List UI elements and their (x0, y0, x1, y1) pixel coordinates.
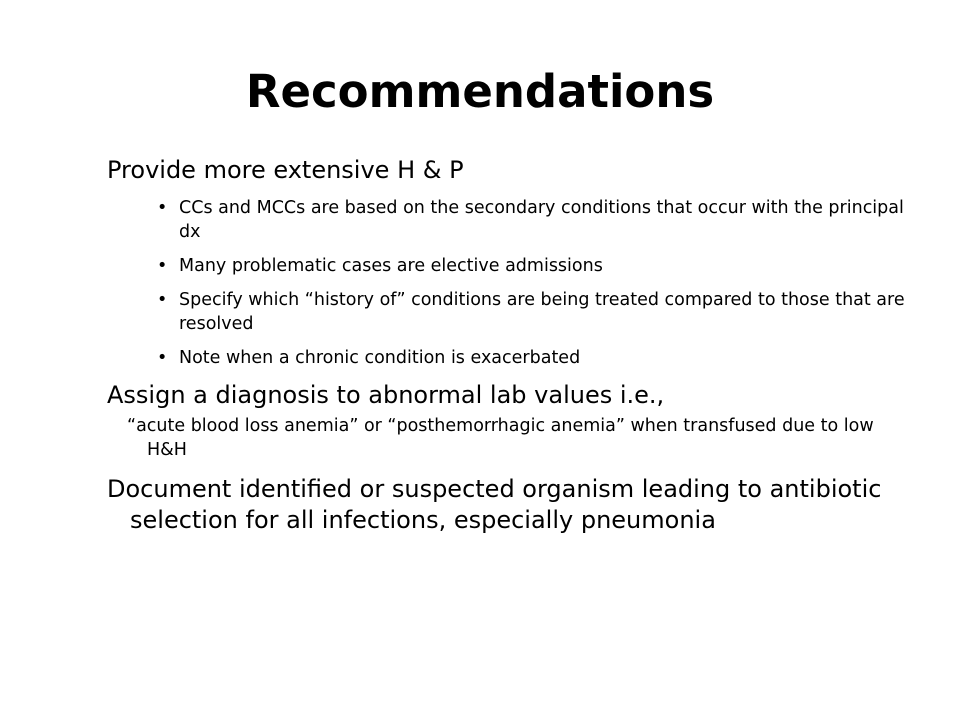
list-item (107, 288, 907, 336)
section-heading-h-and-p: Provide more extensive H & P (107, 156, 464, 184)
bullet-text: Many problematic cases are elective admissions (179, 256, 603, 276)
bullet-icon: • (157, 198, 168, 218)
h-and-p-bullet-list (107, 196, 907, 370)
lab-values-detail: “acute blood loss anemia” or “posthemorrhagic anemia” when transfused due to low H&H (127, 416, 874, 460)
bullet-icon: • (157, 348, 168, 368)
slide-body (107, 155, 907, 536)
slide-title: Recommendations (245, 65, 715, 118)
list-item (107, 196, 907, 244)
section-heading-organism: Document identified or suspected organism leading to antibiotic selection for all infections, especially pneumonia (107, 475, 882, 534)
list-item (107, 346, 907, 370)
bullet-text: Specify which “history of” conditions are being treated compared to those that are resolved (179, 290, 905, 334)
bullet-icon: • (157, 290, 168, 310)
bullet-text: Note when a chronic condition is exacerbated (179, 348, 581, 368)
bullet-icon: • (157, 256, 168, 276)
section-heading-lab-values: Assign a diagnosis to abnormal lab values i.e., (107, 381, 665, 409)
list-item (107, 254, 907, 278)
bullet-text: CCs and MCCs are based on the secondary conditions that occur with the principal dx (179, 198, 904, 242)
